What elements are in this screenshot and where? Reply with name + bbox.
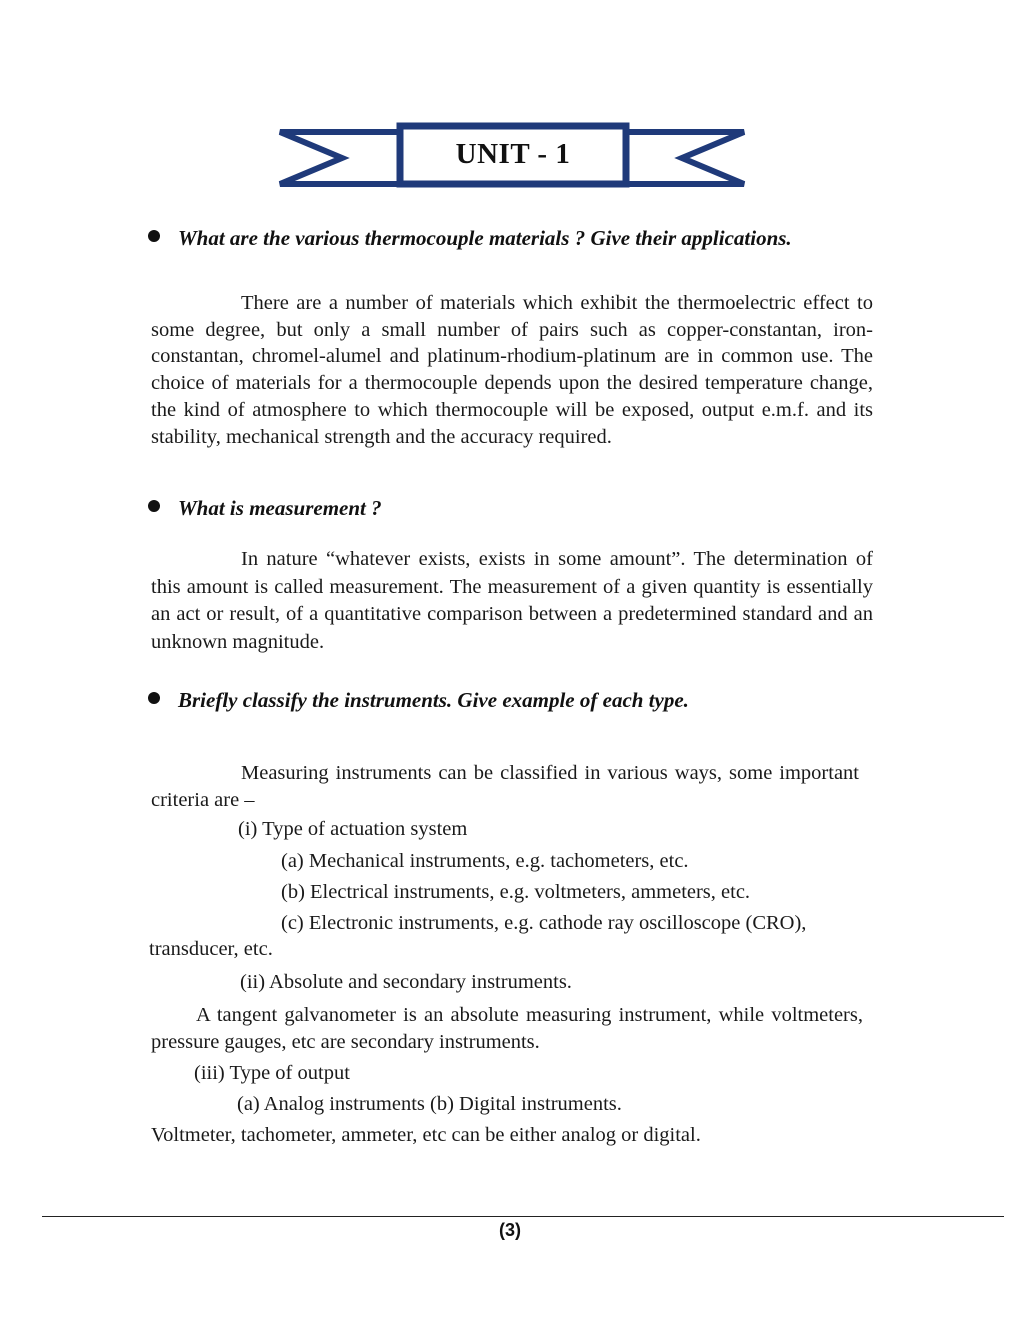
item-ii: (ii) Absolute and secondary instruments. [240,971,572,993]
item-iii-a: (a) Analog instruments (b) Digital instruments. [237,1093,622,1115]
bullet-icon [148,500,160,512]
answer-measurement: In nature “whatever exists, exists in some amount”. The determination of this amount is called measurement. The measurement of a given quantity is essentially an act or result, of a quantitative comparison between a predetermined standard and an unknown magnitude. [151,548,873,653]
unit-banner [278,118,748,194]
item-i-c-cont: transducer, etc. [149,938,273,960]
question-thermocouple [148,226,888,251]
item-iii: (iii) Type of output [194,1062,350,1084]
item-i-c: (c) Electronic instruments, e.g. cathode ray oscilloscope (CRO), [281,912,807,934]
closing-line: Voltmeter, tachometer, ammeter, etc can be either analog or digital. [151,1124,701,1146]
unit-title: UNIT - 1 [455,138,571,170]
question-classify [148,688,888,713]
bullet-icon [148,692,160,704]
item-ii-text: A tangent galvanometer is an absolute measuring instrument, while voltmeters, pressure gauges, etc are secondary instruments. [151,1004,863,1053]
answer-thermocouple: There are a number of materials which exhibit the thermoelectric effect to some degree, but only a small number of pairs such as copper-constantan, iron-constantan, chromel-alumel and platinum-rhodium-platinum are in common use. The choice of materials for a thermocouple depends upon the desired temperature change, the kind of atmosphere to which thermocouple will be exposed, output e.m.f. and its stability, mechanical strength and the accuracy required. [151,292,873,448]
item-i: (i) Type of actuation system [238,818,468,840]
question-measurement [148,496,888,521]
item-i-a: (a) Mechanical instruments, e.g. tachometers, etc. [281,850,689,872]
bullet-icon [148,230,160,242]
footer-divider [42,1216,1004,1217]
question-text: What are the various thermocouple materials ? Give their applications. [178,226,792,250]
page-number: (3) [499,1220,521,1240]
classify-intro: Measuring instruments can be classified in various ways, some important criteria are – [151,762,859,811]
question-text: What is measurement ? [178,496,382,520]
item-i-b: (b) Electrical instruments, e.g. voltmeters, ammeters, etc. [281,881,751,903]
question-text: Briefly classify the instruments. Give example of each type. [178,688,689,712]
